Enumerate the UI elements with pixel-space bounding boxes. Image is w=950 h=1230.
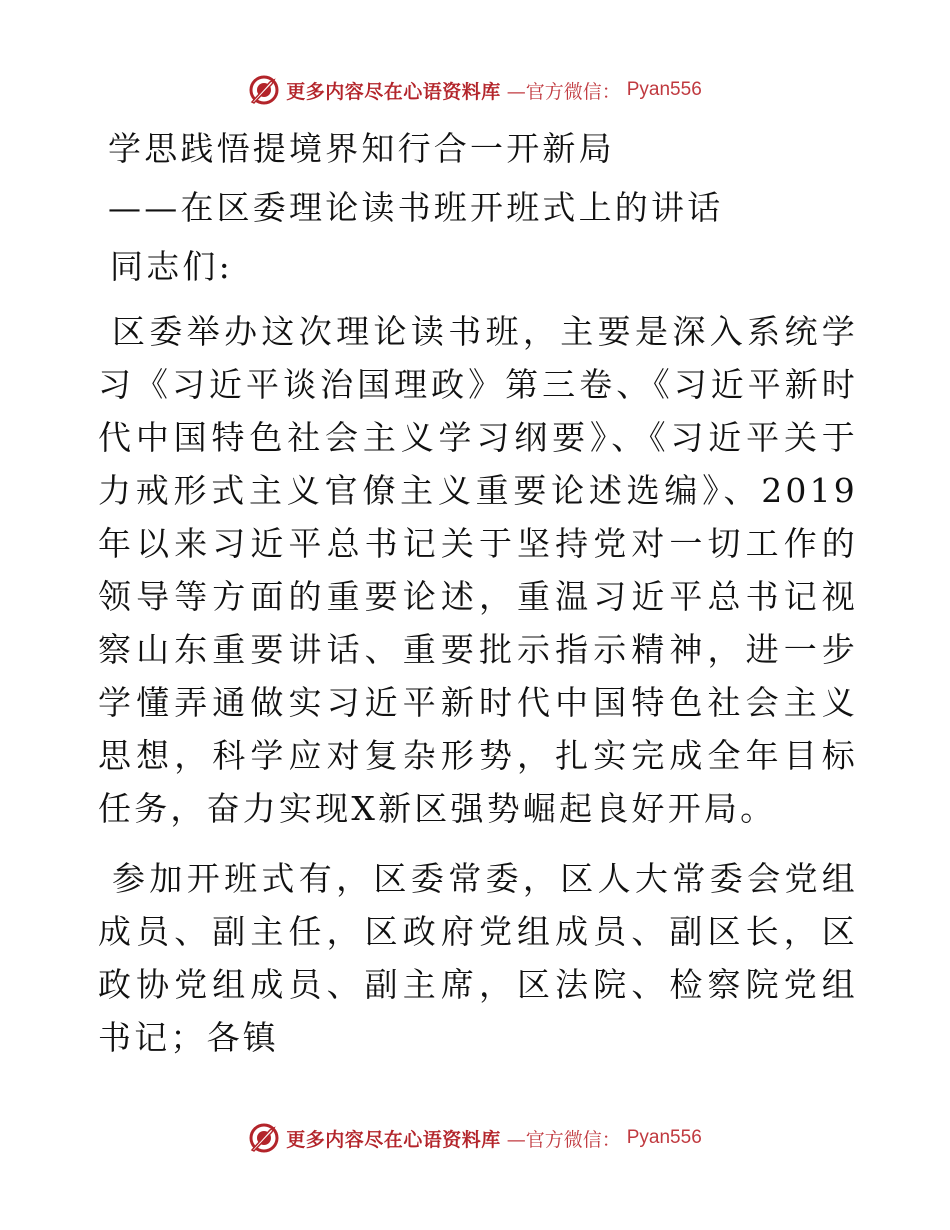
watermark-brand-text: 更多内容尽在心语资料库: [286, 80, 501, 103]
quill-circle-icon: [248, 74, 280, 106]
document-body: [98, 122, 858, 1081]
document-title: 学思践悟提境界知行合一开新局: [108, 129, 615, 168]
document-salutation: 同志们:: [110, 247, 233, 286]
watermark-separator-text: —官方微信：: [506, 80, 621, 103]
watermark-banner-bottom: [0, 1118, 950, 1158]
document-subtitle: ——在区委理论读书班开班式上的讲话: [108, 188, 724, 227]
watermark-brand-text: 更多内容尽在心语资料库: [286, 1128, 501, 1151]
watermark-banner-top: [0, 70, 950, 110]
quill-circle-icon: [248, 1122, 280, 1154]
watermark-wechat-id: Pyan556: [626, 1127, 702, 1148]
paragraph-1: 区委举办这次理论读书班，主要是深入系统学习《习近平谈治国理政》第三卷、《习近平新时代中国特色社会主义学习纲要》、《习近平关于力戒形式主义官僚主义重要论述选编》、2019年以来习近平总书记关于坚持党对一切工作的领导等方面的重要论述，重温习近平总书记视察山东重要讲话、重要批示指示精神，进一步学懂弄通做实习近平新时代中国特色社会主义思想，科学应对复杂形势，扎实完成全年目标任务，奋力实现X新区强势崛起良好开局。: [98, 312, 858, 828]
paragraph-2: 参加开班式有，区委常委，区人大常委会党组成员、副主任，区政府党组成员、副区长，区政协党组成员、副主席，区法院、检察院党组书记；各镇: [98, 859, 858, 1057]
watermark-separator-text: —官方微信：: [506, 1128, 621, 1151]
watermark-wechat-id: Pyan556: [626, 79, 702, 100]
